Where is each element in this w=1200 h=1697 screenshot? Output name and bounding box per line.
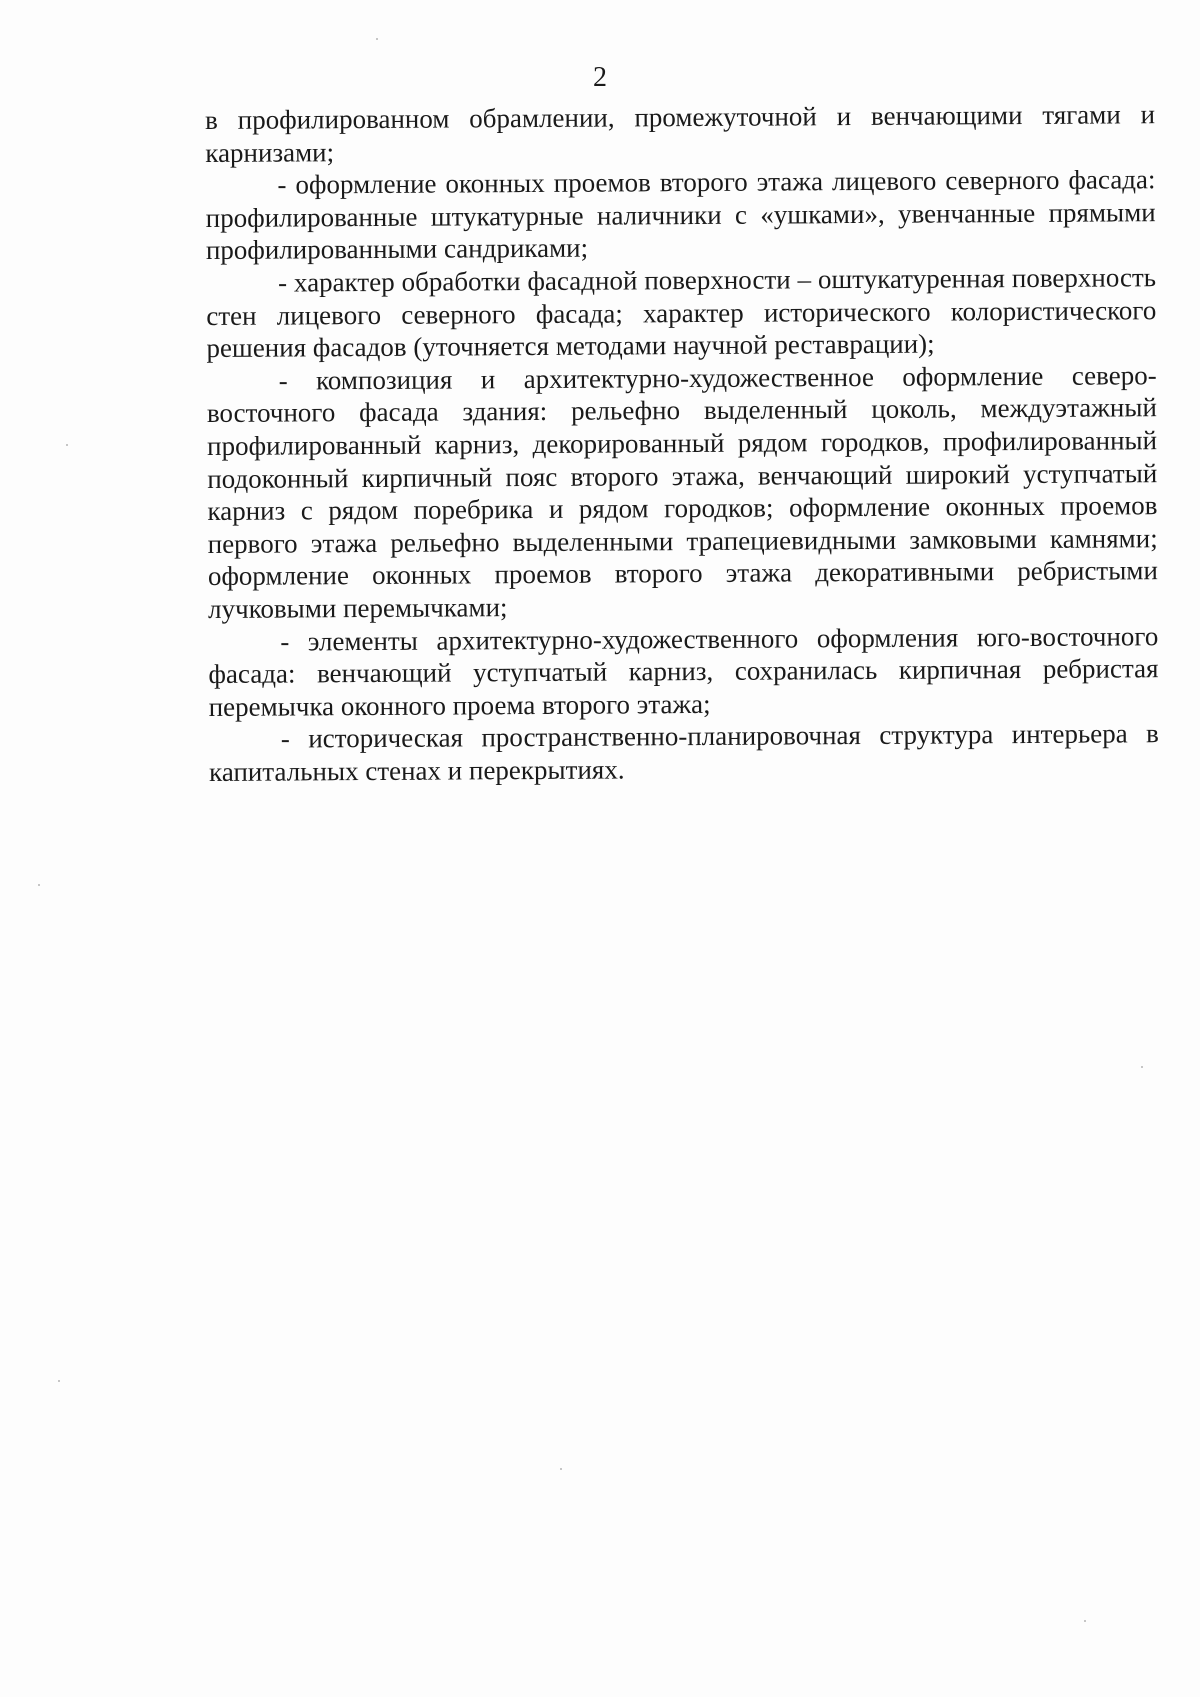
paragraph-facade-surface: - характер обработки фасадной поверхности – оштукатуренная поверхность стен лицевого северного фасада; характер исторического колористического решения фасадов (уточняется методами научной реставрации); — [206, 262, 1157, 364]
document-body — [205, 98, 1159, 788]
paragraph-interior-structure: - историческая пространственно-планировочная структура интерьера в капитальных стенах и перекрытиях. — [208, 718, 1159, 787]
scan-speck — [38, 884, 40, 886]
page-number: 2 — [593, 62, 607, 93]
scan-speck — [66, 444, 68, 446]
scan-speck — [1084, 1620, 1086, 1622]
paragraph-window-trim-north: - оформление оконных проемов второго этажа лицевого северного фасада: профилированные штукатурные наличники с «ушками», увенчанные прямыми профилированными сандриками; — [205, 164, 1156, 266]
paragraph-southeast-facade: - элементы архитектурно-художественного оформления юго-восточного фасада: венчающий уступчатый карниз, сохранилась кирпичная ребристая перемычка оконного проема второго этажа; — [208, 620, 1159, 722]
scan-speck — [1141, 1066, 1143, 1068]
paragraph-northeast-facade: - композиция и архитектурно-художественное оформление северо-восточного фасада здания: рельефно выделенный цоколь, междуэтажный профилированный карниз, декорированный рядом городков, профилированный подоконный кирпичный пояс второго этажа, венчающий широкий уступчатый карниз с рядом поребрика и рядом городков; оформление оконных проемов первого этажа рельефно выделенными трапециевидными замковыми камнями; оформление оконных проемов второго этажа декоративными ребристыми лучковыми перемычками; — [206, 359, 1158, 624]
scan-speck — [376, 38, 378, 40]
scan-speck — [58, 1380, 60, 1382]
scan-speck — [560, 1468, 562, 1470]
paragraph-continuation: в профилированном обрамлении, промежуточной и венчающими тягами и карнизами; — [205, 99, 1156, 168]
